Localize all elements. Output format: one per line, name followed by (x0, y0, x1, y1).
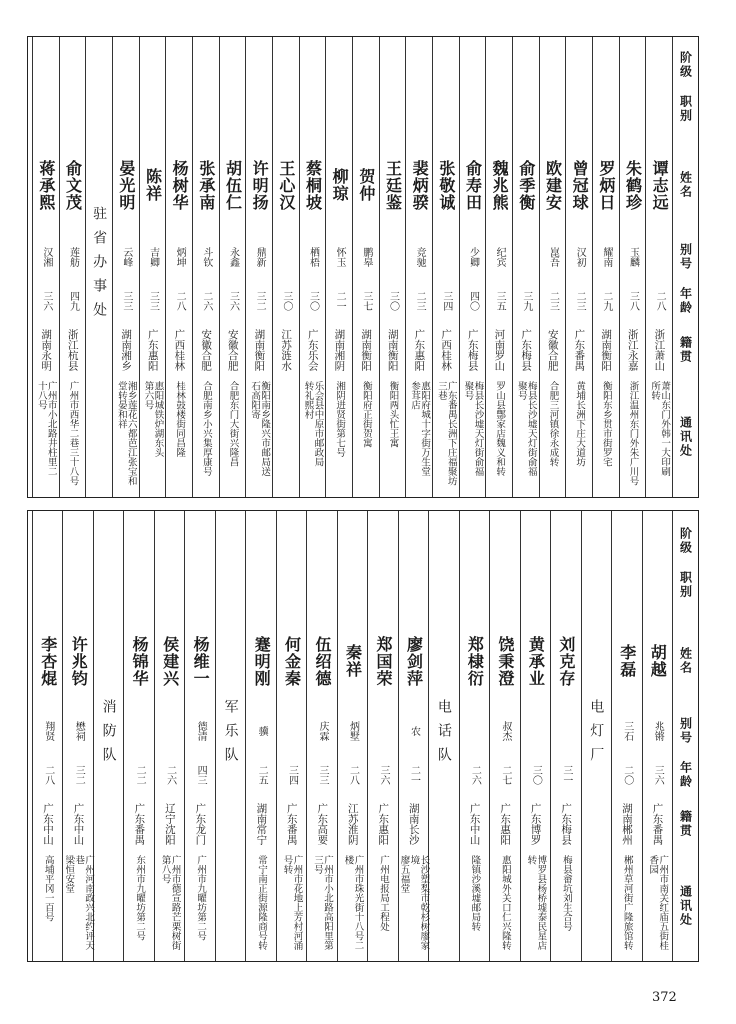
header-address: 通讯处 (678, 885, 693, 927)
person-native-place: 广东惠阳 (377, 803, 390, 845)
person-name: 柳琼 (330, 168, 350, 202)
person-name: 许兆钧 (69, 635, 89, 687)
person-alias: 骥 (256, 726, 268, 736)
person-age: 二八 (654, 291, 666, 311)
person-name: 晏光明 (116, 159, 136, 211)
person-name: 曾冠球 (570, 159, 590, 211)
person-native-place: 广东梅县 (466, 329, 479, 371)
roster-entry (112, 37, 139, 497)
person-age: 三六 (652, 765, 664, 785)
page-number: 372 (652, 990, 677, 1005)
person-name: 张敬诚 (436, 159, 456, 211)
person-address: 广州市西华二巷三十八号 (67, 381, 79, 486)
person-name: 王廷鉴 (383, 159, 403, 211)
person-native-place: 广东番禺 (133, 803, 146, 845)
header-stage-role: 阶级 职别 (678, 51, 693, 123)
person-address: 浙江温州东门外朱广川号 (627, 381, 639, 486)
roster-entry (592, 37, 619, 497)
person-name: 饶秉澄 (495, 635, 515, 687)
person-native-place: 辽宁沈阳 (163, 803, 176, 845)
person-name: 陈祥 (143, 168, 163, 202)
section-heading-column (215, 511, 245, 961)
person-native-place: 湖南衡阳 (360, 329, 373, 371)
person-name: 朱鹤珍 (623, 159, 643, 211)
person-address: 东州市九曜坊第二号 (134, 855, 146, 941)
person-alias: 竞驰 (414, 247, 426, 267)
person-address: 广州电报局工程处 (377, 855, 389, 931)
person-age: 二五 (256, 765, 268, 785)
section-heading-column (93, 511, 123, 961)
person-name: 蔡桐坡 (303, 159, 323, 211)
person-alias: 汉湘 (40, 247, 52, 267)
person-alias: 鹏皋 (360, 247, 372, 267)
person-address: 合肥三河镇徐永成转 (547, 381, 559, 467)
person-age: 二六 (164, 765, 176, 785)
roster-entry (539, 37, 566, 497)
person-age: 三九 (520, 291, 532, 311)
roster-entry (325, 37, 352, 497)
person-native-place: 广东中山 (72, 803, 85, 845)
person-native-place: 广东番禺 (285, 803, 298, 845)
person-alias: 玉麟 (627, 247, 639, 267)
person-address: 衡阳南乡隆兴市邮局送 石高阳寄 (249, 381, 271, 476)
person-address: 合肥南乡小兴集厚康号 (200, 381, 212, 476)
header-native-place: 籍贯 (678, 336, 693, 364)
person-age: 三六 (40, 291, 52, 311)
roster-entry (306, 511, 336, 961)
person-native-place: 广东惠阳 (413, 329, 426, 371)
person-address: 合肥东门大街兴隆昌 (227, 381, 239, 467)
person-age: 二〇 (621, 765, 633, 785)
person-alias: 崑吾 (547, 247, 559, 267)
person-age: 三四 (286, 765, 298, 785)
person-native-place: 湖南衡阳 (600, 329, 613, 371)
header-alias: 别号 (678, 243, 693, 271)
person-address: 广州市花地上芳村河涌 号转 (281, 855, 303, 950)
header-age: 年龄 (678, 761, 693, 789)
header-age: 年龄 (678, 287, 693, 315)
person-address: 广州市小北路高阳里第 三号 (312, 855, 333, 950)
person-name: 何金秦 (282, 635, 302, 687)
person-name: 李磊 (617, 644, 637, 678)
roster-entry (642, 511, 672, 961)
person-alias: 云峰 (120, 247, 132, 267)
person-alias: 德清 (195, 721, 207, 741)
person-address: 广州市德宣路芒栗树街 第八号 (159, 855, 181, 950)
person-age: 二八 (174, 291, 186, 311)
roster-entry (432, 37, 459, 497)
person-name: 俞季衡 (516, 159, 536, 211)
person-age: 三三 (120, 291, 132, 311)
person-age: 四三 (195, 765, 207, 785)
person-alias: 叔杰 (499, 721, 511, 741)
header-stage-role: 阶级 职别 (678, 527, 693, 599)
roster-entry (139, 37, 166, 497)
person-alias: 栖梧 (307, 247, 319, 267)
person-native-place: 广东惠阳 (146, 329, 159, 371)
person-age: 三六 (227, 291, 239, 311)
person-native-place: 湖南衡阳 (386, 329, 399, 371)
roster-entry (405, 37, 432, 497)
section-heading: 军乐队 (222, 699, 239, 771)
person-alias: 三石 (621, 721, 633, 741)
person-name: 刘克存 (556, 635, 576, 687)
person-alias: 斗钦 (200, 247, 212, 267)
person-age: 二八 (42, 765, 54, 785)
roster-entry (520, 511, 550, 961)
person-native-place: 广东乐会 (306, 329, 319, 371)
person-age: 三〇 (307, 291, 319, 311)
header-alias: 别号 (678, 717, 693, 745)
person-native-place: 浙江永嘉 (626, 329, 639, 371)
person-address: 惠阳城外关口仁兴隆转 (499, 855, 511, 950)
person-age: 二一 (334, 291, 346, 311)
header-name: 姓名 (678, 647, 693, 675)
person-native-place: 广东番禺 (573, 329, 586, 371)
person-age: 三〇 (280, 291, 292, 311)
person-name: 秦祥 (343, 644, 363, 678)
person-alias: 兆锵 (652, 721, 664, 741)
section-heading: 驻省办事处 (91, 206, 108, 326)
person-age: 二二 (134, 765, 146, 785)
person-alias: 鼎新 (254, 247, 266, 267)
person-native-place: 湖南湘阴 (333, 329, 346, 371)
person-name: 谭志远 (650, 159, 670, 211)
person-age: 二九 (600, 291, 612, 311)
person-address: 常宁南正街源隆商号转 (256, 855, 268, 950)
section-heading: 电灯厂 (588, 699, 605, 771)
person-address: 梅县畲坑刘生合号 (560, 855, 572, 931)
person-address: 罗山县鄷家店魏义和转 (494, 381, 506, 476)
lower-roster-table (27, 510, 699, 962)
person-native-place: 广东博罗 (529, 803, 542, 845)
person-name: 欧建安 (543, 159, 563, 211)
person-alias: 懋祠 (73, 721, 85, 741)
person-native-place: 安徽合肥 (546, 329, 559, 371)
person-address: 惠阳府城十字街万生堂 参茸店 (409, 381, 431, 476)
person-native-place: 湖南常宁 (255, 803, 268, 845)
person-name: 许明扬 (250, 159, 270, 211)
person-alias: 纪宾 (494, 247, 506, 267)
person-address: 广州市小北路井柱里二 十八号 (35, 381, 57, 476)
person-alias: 庆霖 (317, 721, 329, 741)
person-address: 长沙塑梨市乾杉树廖家境 廖五福堂 (398, 855, 430, 950)
roster-entry (219, 37, 246, 497)
person-alias: 永鑫 (227, 247, 239, 267)
person-address: 梅县长沙墟天灯街俞福 聚号 (515, 381, 537, 476)
person-address: 广东番禺长洲下庄福聚坊 三巷 (435, 381, 457, 486)
person-age: 三七 (360, 291, 372, 311)
person-name: 贺仲 (356, 168, 376, 202)
person-native-place: 广东梅县 (520, 329, 533, 371)
section-heading: 电话队 (435, 699, 452, 771)
person-alias: 炳墅 (347, 721, 359, 741)
person-alias: 翔贤 (42, 721, 54, 741)
roster-entry (645, 37, 672, 497)
person-name: 黄承业 (526, 635, 546, 687)
section-heading-column (428, 511, 458, 961)
person-age: 三八 (627, 291, 639, 311)
person-age: 三二 (254, 291, 266, 311)
header-column (672, 511, 698, 961)
person-age: 二一 (408, 765, 420, 785)
person-name: 郑棣衍 (465, 635, 485, 687)
roster-entry (459, 37, 486, 497)
person-address: 衡阳两头忙王寓 (387, 381, 399, 448)
roster-entry (459, 511, 489, 961)
upper-roster-table (27, 36, 699, 498)
person-name: 侯建兴 (160, 635, 180, 687)
roster-entry (165, 37, 192, 497)
roster-entry (352, 37, 379, 497)
person-age: 二六 (469, 765, 481, 785)
person-native-place: 江苏涟水 (280, 329, 293, 371)
person-address: 广州河南政兴北约评天巷 梁恒安堂 (63, 855, 95, 950)
person-name: 俞文茂 (63, 159, 83, 211)
person-age: 三六 (377, 765, 389, 785)
roster-entry (565, 37, 592, 497)
roster-entry (245, 37, 272, 497)
person-name: 张承南 (196, 159, 216, 211)
person-native-place: 广东龙门 (194, 803, 207, 845)
person-native-place: 广西桂林 (440, 329, 453, 371)
person-native-place: 安徽合肥 (226, 329, 239, 371)
person-address: 广州市南关红庙五街桂 香园 (647, 855, 669, 950)
person-age: 四〇 (467, 291, 479, 311)
roster-entry (245, 511, 275, 961)
roster-entry (485, 37, 512, 497)
person-native-place: 湖南永明 (40, 329, 53, 371)
person-address: 隆镇沙溪墟邮局转 (469, 855, 481, 931)
person-age: 三〇 (530, 765, 542, 785)
person-native-place: 湖南湘乡 (120, 329, 133, 371)
roster-entry (489, 511, 519, 961)
roster-entry (32, 37, 59, 497)
person-name: 杨锦华 (130, 635, 150, 687)
person-address: 桂林鼓楼街同昌隆 (174, 381, 186, 457)
person-native-place: 广东惠阳 (499, 803, 512, 845)
person-name: 廖剑萍 (404, 635, 424, 687)
person-alias: 少卿 (467, 247, 479, 267)
person-age: 三〇 (387, 291, 399, 311)
person-address: 博罗县杨桥墟泰民星店转 (525, 855, 547, 950)
person-native-place: 湖南长沙 (407, 803, 420, 845)
roster-entry (379, 37, 406, 497)
person-name: 杨维一 (191, 635, 211, 687)
roster-entry (550, 511, 580, 961)
person-native-place: 广西桂林 (173, 329, 186, 371)
person-native-place: 湖南郴州 (621, 803, 634, 845)
person-address: 湘乡莲花六都芭江张宝和 堂转晏和祥 (115, 381, 137, 486)
person-native-place: 广东番禺 (651, 803, 664, 845)
person-native-place: 广东高要 (316, 803, 329, 845)
roster-entry (337, 511, 367, 961)
section-heading-column (581, 511, 611, 961)
person-alias: 吉卿 (147, 247, 159, 267)
roster-entry (276, 511, 306, 961)
person-address: 衡阳府正街贺寓 (360, 381, 372, 448)
person-name: 李杏焜 (38, 635, 58, 687)
person-native-place: 广东中山 (41, 803, 54, 845)
roster-entry (62, 511, 95, 961)
person-name: 胡越 (648, 644, 668, 678)
person-name: 裴炳骙 (410, 159, 430, 211)
person-address: 高埔平冈一百号 (42, 855, 54, 922)
person-native-place: 广东中山 (468, 803, 481, 845)
roster-entry (367, 511, 397, 961)
roster-entry (192, 37, 219, 497)
person-name: 蒋承熙 (36, 159, 56, 211)
person-alias: 怀玉 (334, 247, 346, 267)
person-alias: 汉初 (574, 247, 586, 267)
person-address: 广州市珠光街十八号二楼 (342, 855, 364, 950)
person-native-place: 湖南衡阳 (253, 329, 266, 371)
person-name: 王心汉 (276, 159, 296, 211)
person-age: 四九 (67, 291, 79, 311)
section-heading: 消防队 (100, 699, 117, 771)
person-address: 衡阳东乡贯市街罗宅 (600, 381, 612, 467)
header-native-place: 籍贯 (678, 810, 693, 838)
person-age: 二三 (574, 291, 586, 311)
roster-entry (611, 511, 641, 961)
person-age: 二八 (347, 765, 359, 785)
person-name: 魏兆熊 (490, 159, 510, 211)
person-age: 三五 (494, 291, 506, 311)
person-native-place: 河南罗山 (493, 329, 506, 371)
person-address: 湘阴进贤街第七号 (334, 381, 346, 457)
person-name: 伍绍德 (313, 635, 333, 687)
person-alias: 莲舫 (67, 247, 79, 267)
person-age: 三一 (560, 765, 572, 785)
roster-entry (184, 511, 214, 961)
person-address: 萧山东门外韩一大印刷 所转 (649, 381, 671, 476)
person-name: 俞寿田 (463, 159, 483, 211)
person-address: 惠阳城铁炉湖东头 第六号 (142, 381, 164, 457)
roster-entry (512, 37, 539, 497)
person-age: 三二 (73, 765, 85, 785)
person-age: 三三 (317, 765, 329, 785)
roster-entry (398, 511, 428, 961)
person-name: 罗炳日 (596, 159, 616, 211)
person-alias: 农 (408, 726, 420, 736)
person-age: 三四 (440, 291, 452, 311)
roster-entry (154, 511, 184, 961)
person-native-place: 江苏淮阴 (346, 803, 359, 845)
person-address: 乐会县中原市邮政局 转礼熙村 (302, 381, 324, 467)
roster-entry (272, 37, 299, 497)
person-age: 二三 (414, 291, 426, 311)
roster-entry (32, 511, 62, 961)
header-name: 姓名 (678, 171, 693, 199)
section-heading-column (85, 37, 112, 497)
person-alias: 炳坤 (174, 247, 186, 267)
person-native-place: 浙江萧山 (653, 329, 666, 371)
person-name: 杨树华 (170, 159, 190, 211)
person-age: 二六 (200, 291, 212, 311)
person-alias: 耀南 (600, 247, 612, 267)
person-name: 郑国荣 (373, 635, 393, 687)
person-address: 广州市九曜坊第二号 (195, 855, 207, 941)
person-address: 郴州草河街广隆旅馆转 (621, 855, 633, 950)
person-native-place: 广东梅县 (560, 803, 573, 845)
roster-entry (299, 37, 326, 497)
roster-entry (59, 37, 86, 497)
person-name: 蹇明刚 (252, 635, 272, 687)
person-native-place: 安徽合肥 (200, 329, 213, 371)
roster-entry (123, 511, 153, 961)
header-column (672, 37, 698, 497)
roster-entry (619, 37, 646, 497)
person-age: 二七 (499, 765, 511, 785)
person-native-place: 浙江杭县 (66, 329, 79, 371)
header-address: 通讯处 (678, 416, 693, 458)
person-age: 三三 (147, 291, 159, 311)
person-age: 二三 (547, 291, 559, 311)
person-address: 黄埔长洲下庄大道坊 (574, 381, 586, 467)
person-address: 梅县长沙墟天灯街俞福 聚号 (462, 381, 484, 476)
person-name: 胡伍仁 (223, 159, 243, 211)
